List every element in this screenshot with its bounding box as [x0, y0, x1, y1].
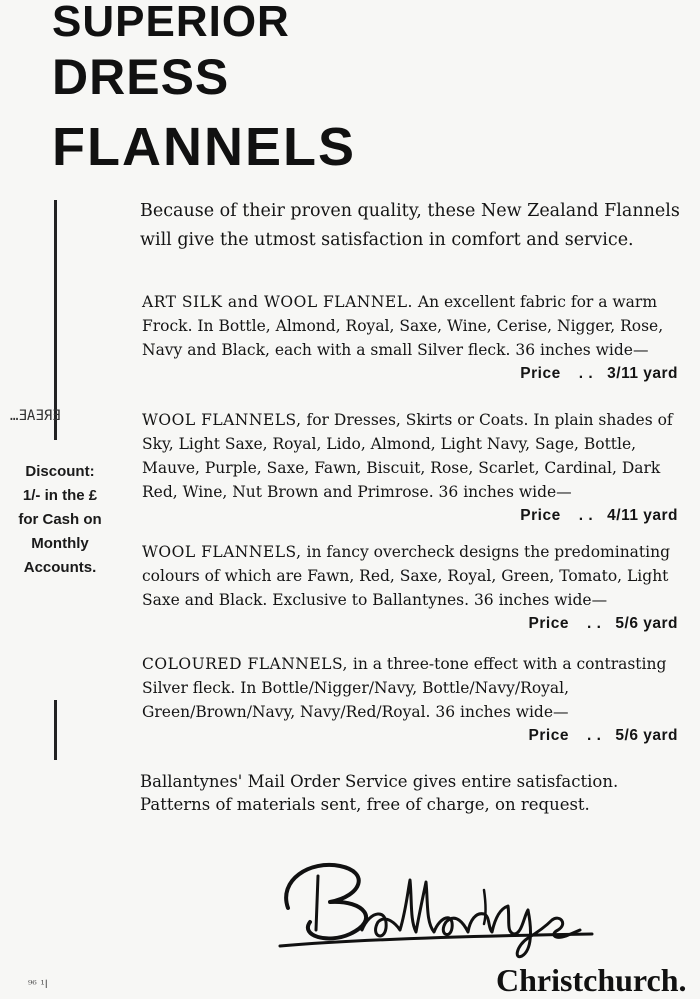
product-item — [142, 540, 680, 636]
product-item — [142, 652, 680, 748]
price-label: Price — [520, 365, 561, 382]
price-label: Price — [528, 727, 569, 744]
price-label: Price — [520, 507, 561, 524]
headline-dress: DRESS — [52, 49, 230, 105]
headline-flannels: FLANNELS — [52, 117, 356, 177]
sidebar-fragment: …ƎAƎЯƎ — [10, 408, 61, 424]
discount-line: for Cash on — [18, 511, 102, 528]
discount-line: Discount: — [25, 463, 95, 480]
headline-superior: SUPERIOR — [52, 0, 290, 46]
footer-fragment: ا¹ ⁹⁶ — [28, 978, 48, 991]
intro-paragraph: Because of their proven quality, these New Zealand Flannels will give the utmost satisfaction in comfort and service. — [140, 201, 680, 250]
discount-note — [0, 460, 120, 580]
product-price: Price . . 5/6 yard — [142, 612, 680, 636]
product-item — [142, 408, 680, 528]
product-text: for Dresses, Skirts or Coats. In plain shades of Sky, Light Saxe, Royal, Lido, Almond, Light Navy, Sage, Bottle, Mauve, Purple, Saxe, Fawn, Biscuit, Rose, Scarlet, Cardinal, Dark Red, Wine, Nut Brown and Primrose. 36 inches wide— — [142, 411, 673, 501]
product-description — [142, 652, 680, 724]
price-value: 3/11 yard — [607, 365, 678, 382]
ballantynes-signature — [270, 850, 600, 960]
discount-line: Monthly — [31, 535, 89, 552]
product-item — [142, 290, 680, 386]
price-value: 5/6 yard — [615, 615, 678, 632]
price-value: 5/6 yard — [615, 727, 678, 744]
product-text: An excellent fabric for a warm Frock. In Bottle, Almond, Royal, Saxe, Wine, Cerise, Nigger, Rose, Navy and Black, each with a small Silver fleck. 36 inches wide— — [142, 293, 664, 359]
product-title: WOOL FLANNELS, — [142, 543, 302, 561]
discount-line: 1/- in the £ — [22, 487, 98, 504]
location-christchurch: Christchurch. — [496, 962, 687, 998]
product-price: Price . . 4/11 yard — [142, 504, 680, 528]
product-description — [142, 290, 680, 362]
margin-rule — [54, 200, 57, 440]
product-title: ART SILK and WOOL FLANNEL. — [142, 293, 413, 311]
product-title: COLOURED FLANNELS, — [142, 655, 348, 673]
product-price: Price . . 3/11 yard — [142, 362, 680, 386]
price-value: 4/11 yard — [607, 507, 678, 524]
product-description — [142, 408, 680, 504]
discount-line: Accounts. — [23, 559, 97, 576]
product-price: Price . . 5/6 yard — [142, 724, 680, 748]
margin-rule-lower — [54, 700, 57, 760]
product-description — [142, 540, 680, 612]
closing-paragraph: Ballantynes' Mail Order Service gives entire satisfaction. Patterns of materials sent, free of charge, on request. — [140, 772, 619, 814]
product-text: in fancy overcheck designs the predominating colours of which are Fawn, Red, Saxe, Royal, Green, Tomato, Light Saxe and Black. Exclusive to Ballantynes. 36 inches wide— — [142, 543, 671, 609]
product-title: WOOL FLANNELS, — [142, 411, 302, 429]
product-text: in a three-tone effect with a contrasting Silver fleck. In Bottle/Nigger/Navy, Bottle/Navy/Royal, Green/Brown/Navy, Navy/Red/Royal. 36 inches wide— — [142, 655, 667, 721]
price-label: Price — [528, 615, 569, 632]
